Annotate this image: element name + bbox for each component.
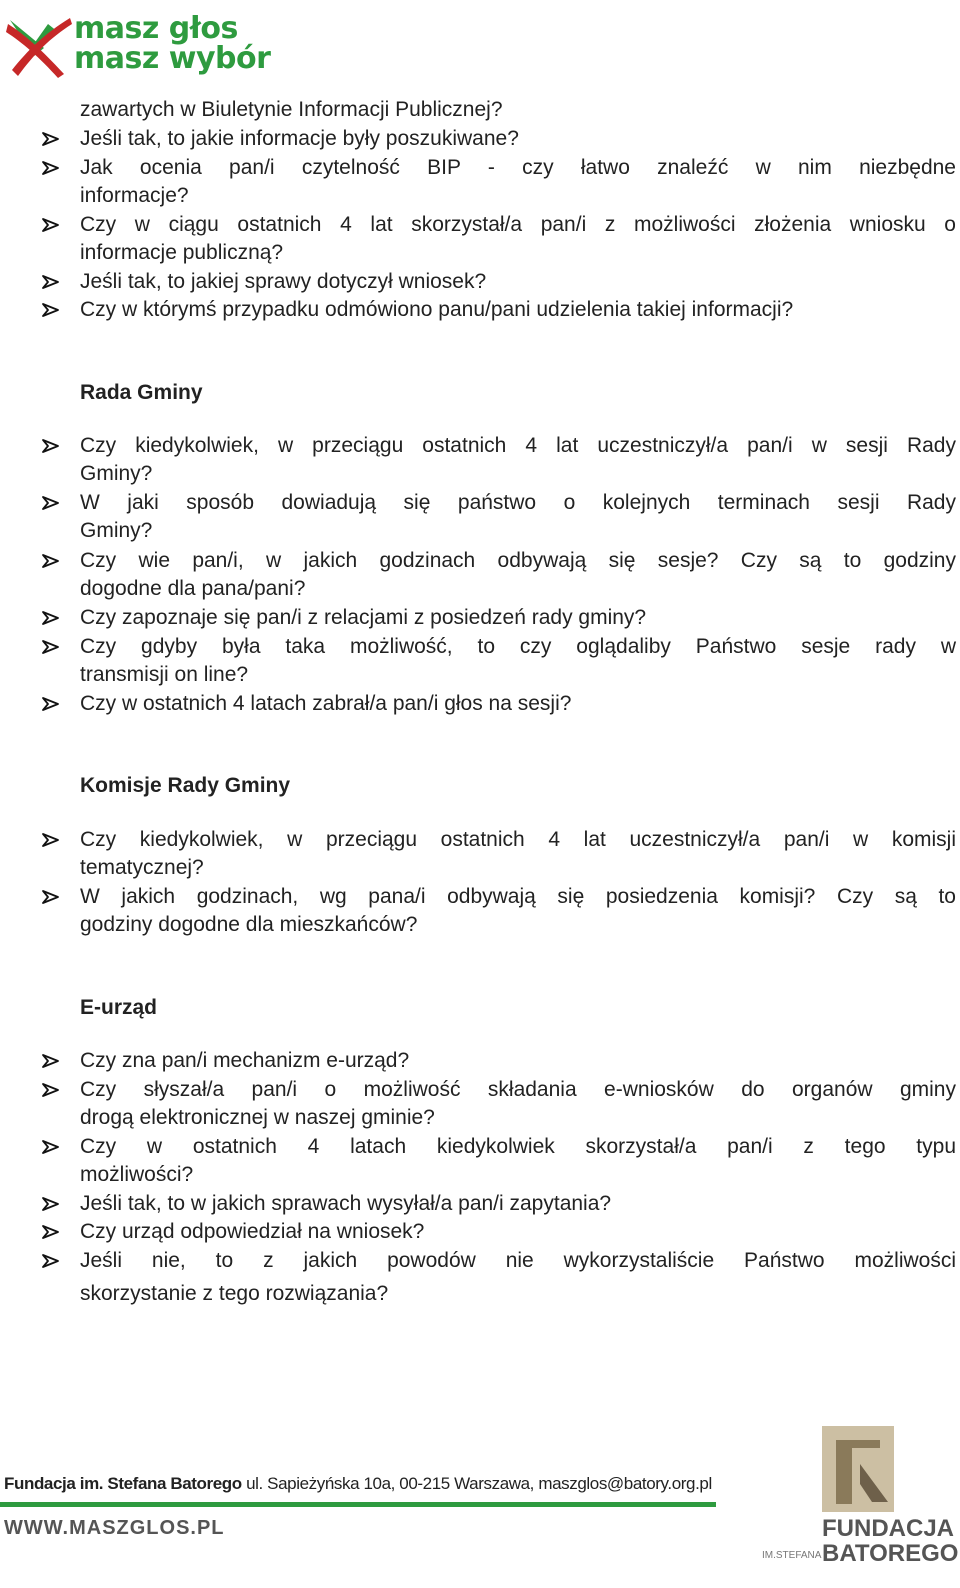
arrow-bullet-icon (40, 1190, 62, 1218)
list-item-text: Gminy? (80, 519, 153, 542)
list-item-text: Czy kiedykolwiek, w przeciągu ostatnich 4 lat uczestniczył/a pan/i w sesji Rady (80, 434, 956, 457)
list-item-text: Czy wie pan/i, w jakich godzinach odbywają się sesje? Czy są to godziny (80, 549, 956, 572)
arrow-bullet-icon (40, 604, 62, 632)
list-item-text: drogą elektronicznej w naszej gminie? (80, 1106, 435, 1129)
ballot-x-icon (4, 10, 76, 82)
list-item-text: Jeśli tak, to w jakich sprawach wysyłał/a pan/i zapytania? (80, 1192, 612, 1215)
arrow-bullet-icon (40, 633, 62, 661)
list-item-text: transmisji on line? (80, 663, 249, 686)
arrow-bullet-icon (40, 296, 62, 324)
footer-address (4, 1474, 712, 1494)
list-item-text: Czy w ciągu ostatnich 4 lat skorzystał/a pan/i z możliwości złożenia wniosku o (80, 213, 956, 236)
fundacja-line-2: BATOREGO (822, 1540, 959, 1567)
section-heading: Rada Gminy (80, 381, 203, 404)
footer-divider (0, 1502, 716, 1507)
list-item-text: Czy urząd odpowiedział na wniosek? (80, 1220, 425, 1243)
masz-glos-logo (4, 10, 274, 82)
logo-line-1: masz głos (74, 11, 238, 46)
arrow-bullet-icon (40, 432, 62, 460)
fundacja-name (822, 1516, 958, 1566)
list-item-text: Czy gdyby była taka możliwość, to czy oglądaliby Państwo sesje rady w (80, 635, 956, 658)
list-item-text: Czy w ostatnich 4 latach zabrał/a pan/i głos na sesji? (80, 692, 572, 715)
list-item-text: Czy kiedykolwiek, w przeciągu ostatnich 4 lat uczestniczył/a pan/i w komisji (80, 828, 956, 851)
list-item-text: W jaki sposób dowiadują się państwo o kolejnych terminach sesji Rady (80, 491, 956, 514)
arrow-bullet-icon (40, 268, 62, 296)
arrow-bullet-icon (40, 883, 62, 911)
arrow-bullet-icon (40, 489, 62, 517)
section-heading: Komisje Rady Gminy (80, 774, 291, 797)
fundacja-line-1: FUNDACJA (822, 1515, 954, 1542)
footer-address-text: ul. Sapieżyńska 10a, 00-215 Warszawa, maszglos@batory.org.pl (246, 1474, 712, 1493)
arrow-bullet-icon (40, 826, 62, 854)
list-item-text: Czy zna pan/i mechanizm e-urząd? (80, 1049, 410, 1072)
arrow-bullet-icon (40, 690, 62, 718)
list-item-text: informacje? (80, 184, 189, 207)
list-item-text: informacje publiczną? (80, 241, 284, 264)
arrow-bullet-icon (40, 1218, 62, 1246)
arrow-bullet-icon (40, 125, 62, 153)
arrow-bullet-icon (40, 1247, 62, 1275)
list-item-text: Jeśli nie, to z jakich powodów nie wykorzystaliście Państwo możliwości (80, 1249, 956, 1272)
arrow-bullet-icon (40, 1133, 62, 1161)
logo-line-2: masz wybór (74, 41, 271, 76)
arrow-bullet-icon (40, 1047, 62, 1075)
list-item-text: Gminy? (80, 462, 153, 485)
list-item-text: skorzystanie z tego rozwiązania? (80, 1282, 389, 1305)
list-item-text: możliwości? (80, 1163, 194, 1186)
section-heading: E-urząd (80, 996, 158, 1019)
list-item-text: Jeśli tak, to jakie informacje były poszukiwane? (80, 127, 519, 150)
list-item-text: Czy w ostatnich 4 latach kiedykolwiek skorzystał/a pan/i z tego typu (80, 1135, 956, 1158)
list-item-text: Czy słyszał/a pan/i o możliwość składania e-wniosków do organów gminy (80, 1078, 956, 1101)
batory-emblem-icon (760, 1424, 960, 1519)
arrow-bullet-icon (40, 154, 62, 182)
list-item-text: Czy zapoznaje się pan/i z relacjami z posiedzeń rady gminy? (80, 606, 647, 629)
list-item-text: W jakich godzinach, wg pana/i odbywają się posiedzenia komisji? Czy są to (80, 885, 956, 908)
list-item-text: dogodne dla pana/pani? (80, 577, 306, 600)
footer-website: WWW.MASZGLOS.PL (4, 1517, 225, 1539)
arrow-bullet-icon (40, 547, 62, 575)
fundacja-small-text: IM.STEFANA (762, 1550, 822, 1561)
arrow-bullet-icon (40, 1076, 62, 1104)
list-item-text: godziny dogodne dla mieszkańców? (80, 913, 418, 936)
list-item-text: Czy w którymś przypadku odmówiono panu/pani udzielenia takiej informacji? (80, 298, 794, 321)
list-item-text: Jeśli tak, to jakiej sprawy dotyczył wniosek? (80, 270, 487, 293)
list-item-text: tematycznej? (80, 856, 204, 879)
arrow-bullet-icon (40, 211, 62, 239)
list-item-text: Jak ocenia pan/i czytelność BIP - czy łatwo znaleźć w nim niezbędne (80, 156, 956, 179)
list-item-text: zawartych w Biuletynie Informacji Publicznej? (80, 98, 503, 121)
footer-org-name: Fundacja im. Stefana Batorego (4, 1474, 242, 1493)
